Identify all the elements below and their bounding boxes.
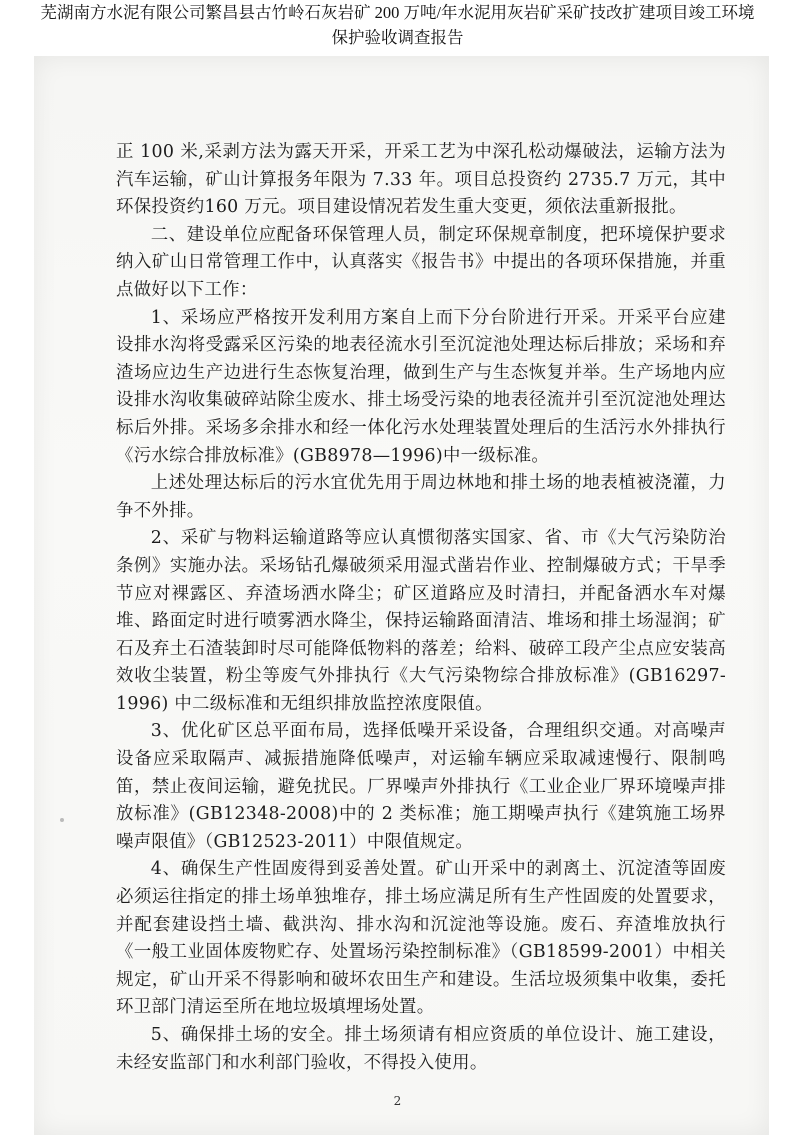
paragraph: 正 100 米,采剥方法为露天开采，开采工艺为中深孔松动爆破法，运输方法为汽车运输，矿山计算报务年限为 7.33 年。项目总投资约 2735.7 万元，其中环保投资约160 万元。项目建设情况若发生重大变更，须依法重新报批。 bbox=[116, 142, 726, 218]
paragraph: 5、确保排土场的安全。排土场须请有相应资质的单位设计、施工建设，未经安监部门和水利部门验收，不得投入使用。 bbox=[116, 1025, 726, 1073]
header-title-line1: 芜湖南方水泥有限公司繁昌县古竹岭石灰岩矿 200 万吨/年水泥用灰岩矿采矿技改扩建项目竣工环境 bbox=[40, 3, 755, 22]
paragraph: 二、建设单位应配备环保管理人员，制定环保规章制度，把环境保护要求纳入矿山日常管理工作中，认真落实《报告书》中提出的各项环保措施，并重点做好以下工作： bbox=[116, 224, 726, 300]
document-header bbox=[0, 0, 795, 56]
paragraph: 4、确保生产性固废得到妥善处置。矿山开采中的剥离土、沉淀渣等固废必须运往指定的排土场单独堆存，排土场应满足所有生产性固废的处置要求，并配套建设挡土墙、截洪沟、排水沟和沉淀池等设施。废石、弃渣堆放执行《一般工业固体废物贮存、处置场污染控制标准》（GB18599-2001）中相关规定，矿山开采不得影响和破坏农田生产和建设。生活垃圾须集中收集，委托环卫部门清运至所在地垃圾填埋场处置。 bbox=[116, 859, 726, 1018]
paragraph: 1、采场应严格按开发利用方案自上而下分台阶进行开采。开采平台应建设排水沟将受露采区污染的地表径流水引至沉淀池处理达标后排放；采场和弃渣场应边生产边进行生态恢复治理，做到生产与生态恢复并举。生产场地内应设排水沟收集破碎站除尘废水、排土场受污染的地表径流并引至沉淀池处理达标后外排。采场多余排水和经一体化污水处理装置处理后的生活污水外排执行《污水综合排放标准》(GB8978—1996)中一级标准。 bbox=[116, 307, 726, 466]
header-title-line2: 保护验收调查报告 bbox=[331, 28, 464, 47]
paragraph: 上述处理达标后的污水宜优先用于周边林地和排土场的地表植被浇灌，力争不外排。 bbox=[116, 473, 726, 521]
page-number: 2 bbox=[393, 1094, 402, 1108]
document-body bbox=[116, 139, 726, 1077]
scan-margin-mark bbox=[60, 818, 64, 822]
paragraph: 2、采矿与物料运输道路等应认真惯彻落实国家、省、市《大气污染防治条例》实施办法。采场钻孔爆破须采用湿式凿岩作业、控制爆破方式；干旱季节应对裸露区、弃渣场洒水降尘；矿区道路应及时清扫，并配备洒水车对爆堆、路面定时进行喷雾洒水降尘，保持运输路面清洁、堆场和排土场湿润；矿石及弃土石渣装卸时尽可能降低物料的落差；给料、破碎工段产尘点应安装高效收尘装置，粉尘等废气外排执行《大气污染物综合排放标准》(GB16297-1996) 中二级标准和无组织排放监控浓度限值。 bbox=[116, 528, 726, 714]
paragraph: 3、优化矿区总平面布局，选择低噪开采设备，合理组织交通。对高噪声设备应采取隔声、减振措施降低噪声，对运输车辆应采取减速慢行、限制鸣笛，禁止夜间运输，避免扰民。厂界噪声外排执行《工业企业厂界环境噪声排放标准》(GB12348-2008)中的 2 类标准；施工期噪声执行《建筑施工场界噪声限值》（GB12523-2011）中限值规定。 bbox=[116, 721, 726, 852]
